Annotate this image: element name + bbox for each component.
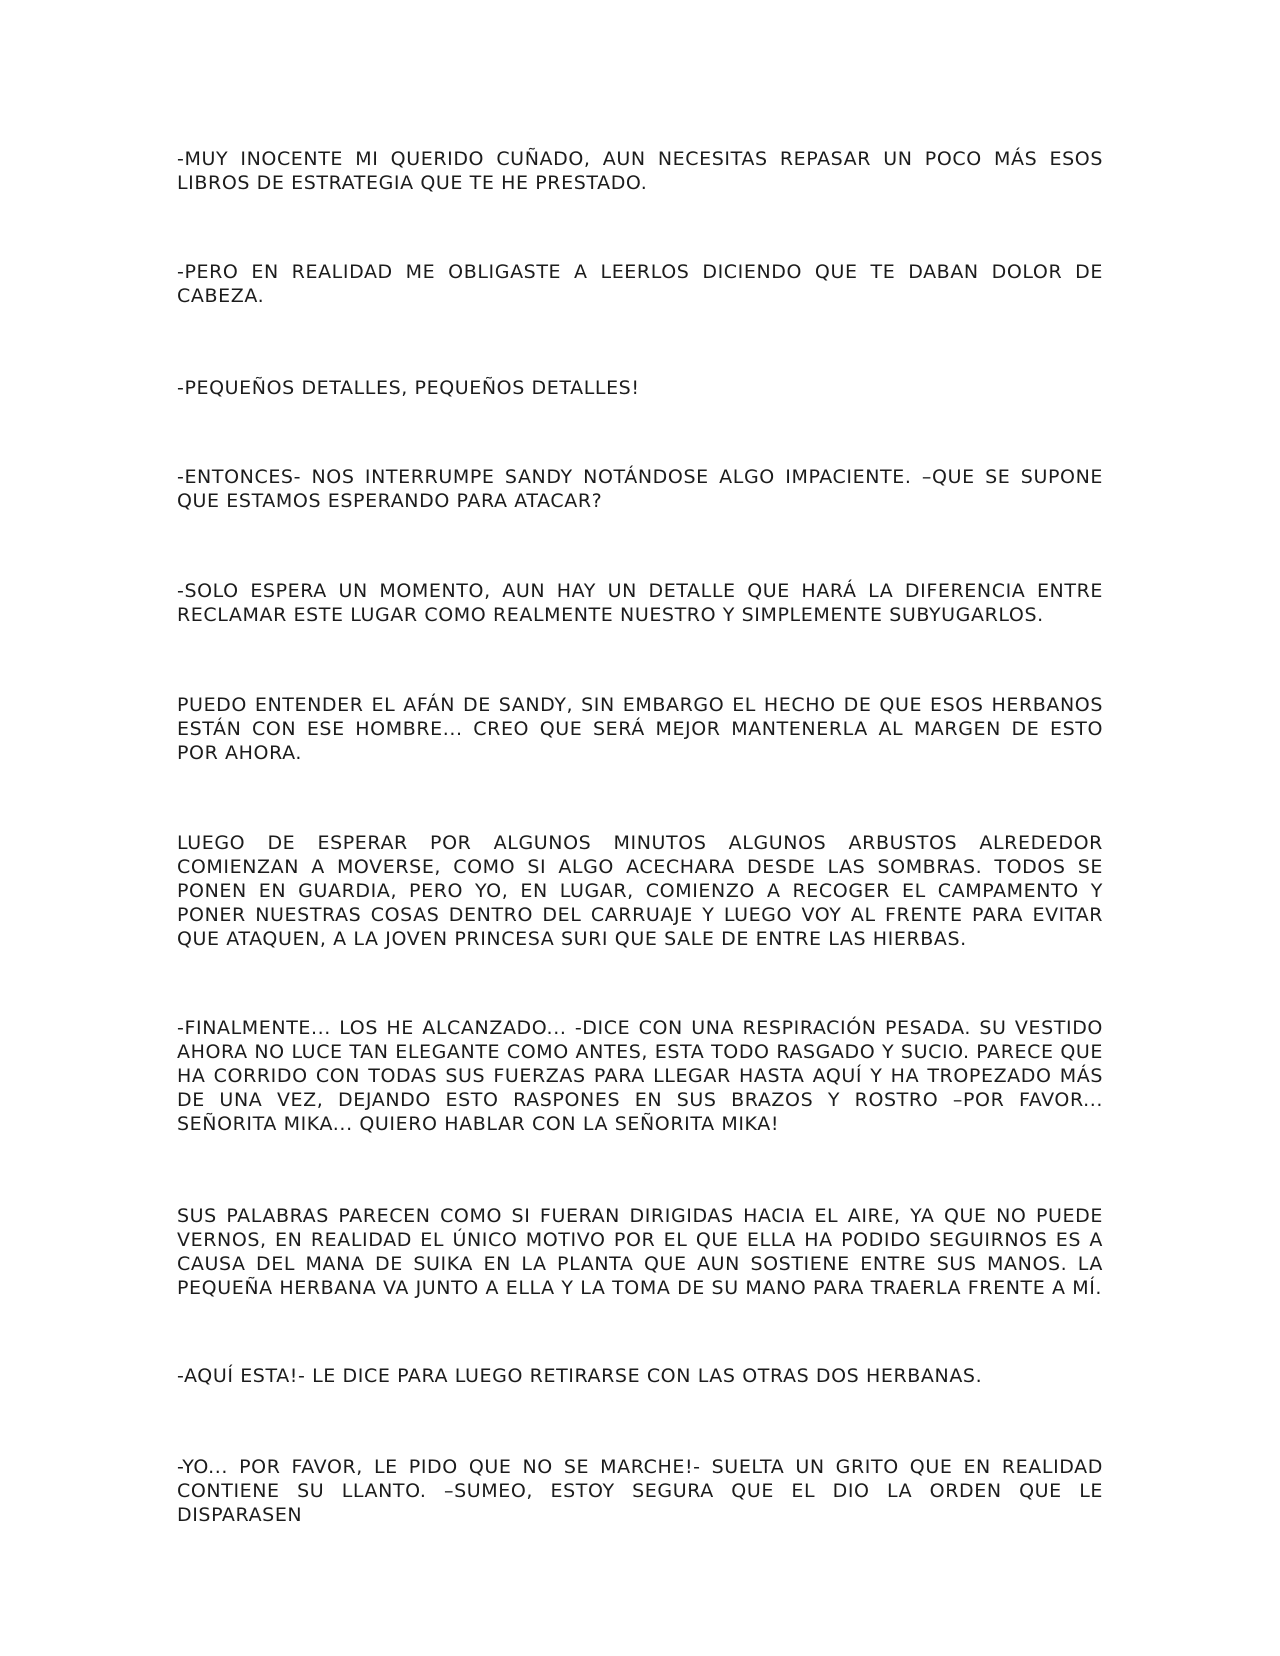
paragraph: -PEQUEÑOS DETALLES, PEQUEÑOS DETALLES!	[177, 377, 640, 399]
paragraph: -AQUÍ ESTA!- LE DICE PARA LUEGO RETIRARSE CON LAS OTRAS DOS HERBANAS.	[177, 1365, 983, 1387]
paragraph: -YO... POR FAVOR, LE PIDO QUE NO SE MARCHE!- SUELTA UN GRITO QUE EN REALIDAD CONTIENE SU LLANTO. –SUMEO, ESTOY SEGURA QUE EL DIO LA ORDEN QUE LE DISPARASEN	[177, 1456, 1103, 1526]
paragraph: -PERO EN REALIDAD ME OBLIGASTE A LEERLOS DICIENDO QUE TE DABAN DOLOR DE CABEZA.	[177, 261, 1103, 307]
paragraph: PUEDO ENTENDER EL AFÁN DE SANDY, SIN EMBARGO EL HECHO DE QUE ESOS HERBANOS ESTÁN CON ESE HOMBRE... CREO QUE SERÁ MEJOR MANTENERLA AL MARGEN DE ESTO POR AHORA.	[177, 694, 1103, 764]
paragraph: SUS PALABRAS PARECEN COMO SI FUERAN DIRIGIDAS HACIA EL AIRE, YA QUE NO PUEDE VERNOS, EN REALIDAD EL ÚNICO MOTIVO POR EL QUE ELLA HA PODIDO SEGUIRNOS ES A CAUSA DEL MANA DE SUIKA EN LA PLANTA QUE AUN SOSTIENE ENTRE SUS MANOS. LA PEQUEÑA HERBANA VA JUNTO A ELLA Y LA TOMA DE SU MANO PARA TRAERLA FRENTE A MÍ.	[177, 1205, 1103, 1299]
paragraph: -SOLO ESPERA UN MOMENTO, AUN HAY UN DETALLE QUE HARÁ LA DIFERENCIA ENTRE RECLAMAR ESTE LUGAR COMO REALMENTE NUESTRO Y SIMPLEMENTE SUBYUGARLOS.	[177, 580, 1103, 626]
paragraph: -ENTONCES- NOS INTERRUMPE SANDY NOTÁNDOSE ALGO IMPACIENTE. –QUE SE SUPONE QUE ESTAMOS ESPERANDO PARA ATACAR?	[177, 466, 1103, 512]
paragraph: -FINALMENTE... LOS HE ALCANZADO... -DICE CON UNA RESPIRACIÓN PESADA. SU VESTIDO AHORA NO LUCE TAN ELEGANTE COMO ANTES, ESTA TODO RASGADO Y SUCIO. PARECE QUE HA CORRIDO CON TODAS SUS FUERZAS PARA LLEGAR HASTA AQUÍ Y HA TROPEZADO MÁS DE UNA VEZ, DEJANDO ESTO RASPONES EN SUS BRAZOS Y ROSTRO –POR FAVOR... SEÑORITA MIKA... QUIERO HABLAR CON LA SEÑORITA MIKA!	[177, 1017, 1103, 1135]
paragraph: -MUY INOCENTE MI QUERIDO CUÑADO, AUN NECESITAS REPASAR UN POCO MÁS ESOS LIBROS DE ESTRATEGIA QUE TE HE PRESTADO.	[177, 148, 1103, 194]
paragraph: LUEGO DE ESPERAR POR ALGUNOS MINUTOS ALGUNOS ARBUSTOS ALREDEDOR COMIENZAN A MOVERSE, COMO SI ALGO ACECHARA DESDE LAS SOMBRAS. TODOS SE PONEN EN GUARDIA, PERO YO, EN LUGAR, COMIENZO A RECOGER EL CAMPAMENTO Y PONER NUESTRAS COSAS DENTRO DEL CARRUAJE Y LUEGO VOY AL FRENTE PARA EVITAR QUE ATAQUEN, A LA JOVEN PRINCESA SURI QUE SALE DE ENTRE LAS HIERBAS.	[177, 832, 1103, 950]
